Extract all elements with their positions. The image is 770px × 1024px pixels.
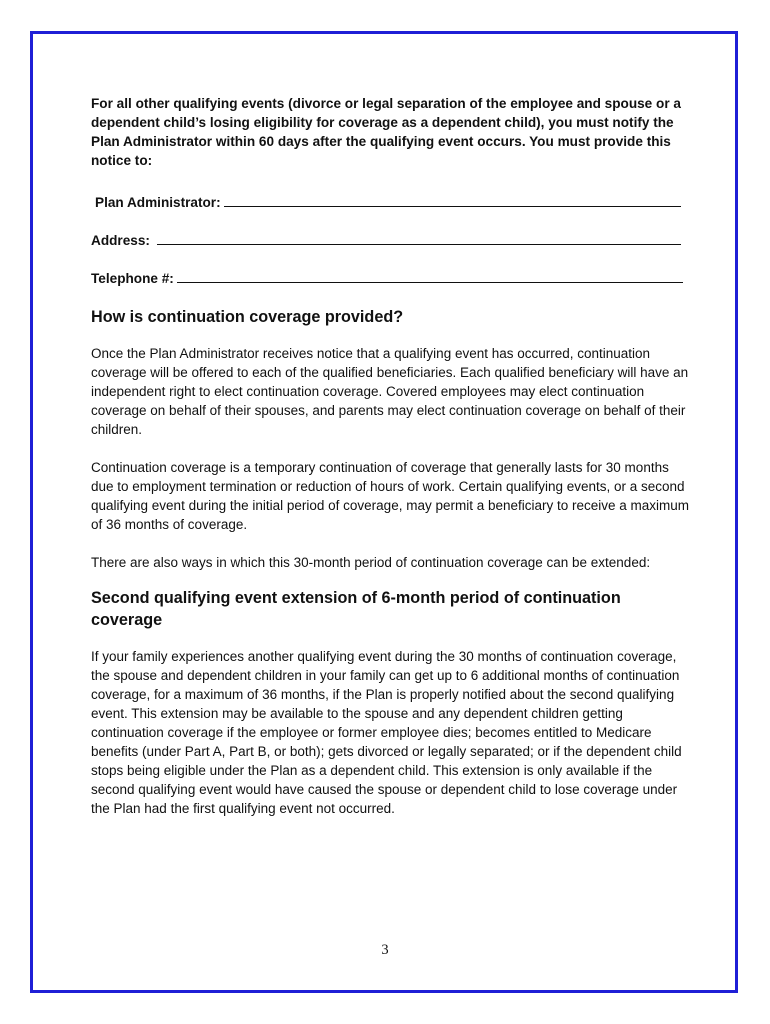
plan-administrator-field [91,192,691,211]
section-heading-extension: Second qualifying event extension of 6-month period of continuation coverage [91,589,621,629]
section2-paragraph-1: If your family experiences another qualifying event during the 30 months of continuation coverage, the spouse and dependent children in your family can get up to 6 additional months of continuation coverage, for a maximum of 36 months, if the Plan is properly notified about the second qualifying event. This extension may be available to the spouse and any dependent children getting continuation coverage if the employee or former employee dies; becomes entitled to Medicare benefits (under Part A, Part B, or both); gets divorced or legally separated; or if the dependent child stops being eligible under the Plan as a dependent child. This extension is only available if the second qualifying event would have caused the spouse or dependent child to lose coverage under the Plan had the first qualifying event not occurred. [91,649,682,816]
address-blank[interactable] [157,230,681,245]
contact-fields [91,192,691,287]
telephone-field [91,268,691,287]
plan-administrator-label: Plan Administrator: [95,195,221,210]
section-heading-continuation: How is continuation coverage provided? [91,308,404,326]
intro-paragraph: For all other qualifying events (divorce or legal separation of the employee and spouse or a dependent child’s losing eligibility for coverage as a dependent child), you must notify the Plan Administrator within 60 days after the qualifying event occurs. You must provide this notice to: [91,96,681,168]
telephone-blank[interactable] [177,268,683,283]
section1-paragraph-1: Once the Plan Administrator receives notice that a qualifying event has occurred, continuation coverage will be offered to each of the qualified beneficiaries. Each qualified beneficiary will have an independent right to elect continuation coverage. Covered employees may elect continuation coverage on behalf of their spouses, and parents may elect continuation coverage on behalf of their children. [91,346,689,437]
document-body [91,94,691,818]
telephone-label: Telephone #: [91,271,174,286]
section1-paragraph-3: There are also ways in which this 30-month period of continuation coverage can be extended: [91,555,651,570]
address-label: Address: [91,233,150,248]
address-field [91,230,691,249]
page-number: 3 [381,942,389,958]
section1-paragraph-2: Continuation coverage is a temporary continuation of coverage that generally lasts for 30 months due to employment termination or reduction of hours of work. Certain qualifying events, or a second qualifying event during the initial period of coverage, may permit a beneficiary to receive a maximum of 36 months of coverage. [91,460,690,532]
plan-administrator-blank[interactable] [224,192,681,207]
